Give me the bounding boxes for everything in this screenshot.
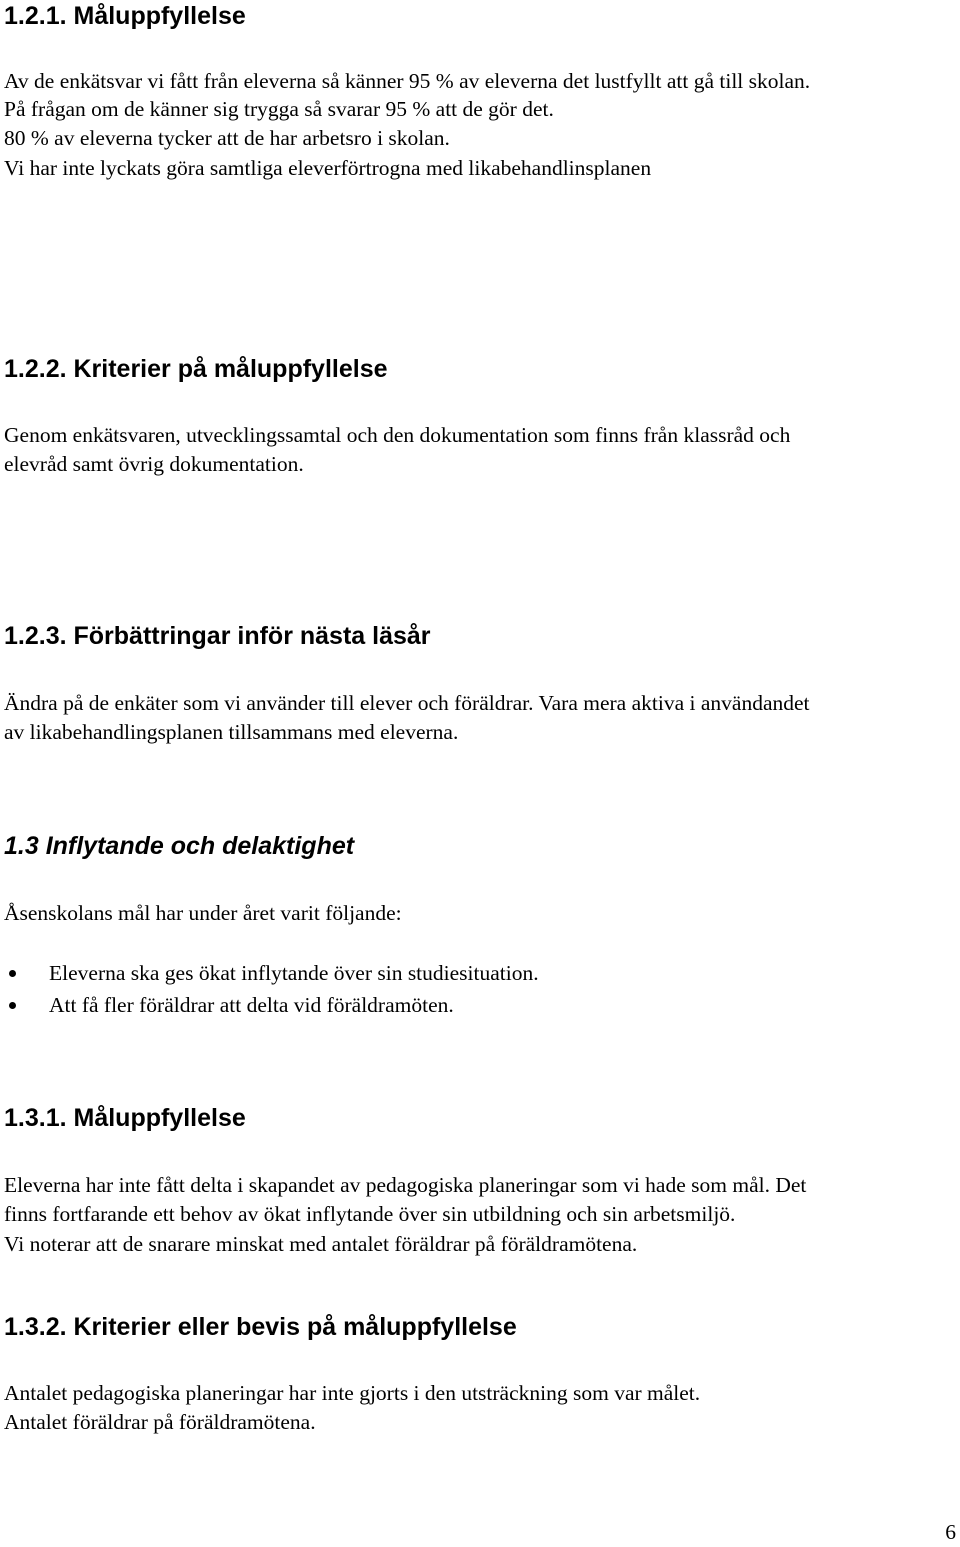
page-number: 6 <box>945 1520 956 1544</box>
section-heading-1-3-1: 1.3.1. Måluppfyllelse <box>4 1104 246 1132</box>
list-item-text: Eleverna ska ges ökat inflytande över sin studiesituation. <box>49 961 539 985</box>
section-heading-1-2-1: 1.2.1. Måluppfyllelse <box>4 2 246 30</box>
paragraph-line: Vi har inte lyckats göra samtliga eleverförtrogna med likabehandlinsplanen <box>4 156 652 180</box>
paragraph-line: Antalet föräldrar på föräldramötena. <box>4 1410 316 1434</box>
section-heading-1-2-3: 1.2.3. Förbättringar inför nästa läsår <box>4 622 431 650</box>
paragraph-line: Ändra på de enkäter som vi använder till elever och föräldrar. Vara mera aktiva i användandet <box>4 691 810 715</box>
paragraph-line: finns fortfarande ett behov av ökat inflytande över sin utbildning och sin arbetsmiljö. <box>4 1202 736 1226</box>
bullet-icon <box>9 1002 16 1009</box>
paragraph-line: Genom enkätsvaren, utvecklingssamtal och den dokumentation som finns från klassråd och <box>4 423 791 447</box>
paragraph-line: elevråd samt övrig dokumentation. <box>4 452 304 476</box>
section-heading-1-2-2: 1.2.2. Kriterier på måluppfyllelse <box>4 355 388 383</box>
section-heading-1-3: 1.3 Inflytande och delaktighet <box>4 832 355 860</box>
bullet-icon <box>9 970 16 977</box>
paragraph-line: Eleverna har inte fått delta i skapandet av pedagogiska planeringar som vi hade som mål. Det <box>4 1173 807 1197</box>
paragraph-line: Av de enkätsvar vi fått från eleverna så känner 95 % av eleverna det lustfyllt att gå till skolan. <box>4 69 811 93</box>
paragraph-line: av likabehandlingsplanen tillsammans med eleverna. <box>4 720 459 744</box>
section-heading-1-3-2: 1.3.2. Kriterier eller bevis på måluppfyllelse <box>4 1313 517 1341</box>
paragraph-line: På frågan om de känner sig trygga så svarar 95 % att de gör det. <box>4 97 554 121</box>
paragraph-line: Antalet pedagogiska planeringar har inte gjorts i den utsträckning som var målet. <box>4 1381 701 1405</box>
list-item-text: Att få fler föräldrar att delta vid föräldramöten. <box>49 993 454 1017</box>
paragraph-line: Vi noterar att de snarare minskat med antalet föräldrar på föräldramötena. <box>4 1232 638 1256</box>
paragraph-line: 80 % av eleverna tycker att de har arbetsro i skolan. <box>4 126 450 150</box>
paragraph-line: Åsenskolans mål har under året varit följande: <box>4 901 402 925</box>
